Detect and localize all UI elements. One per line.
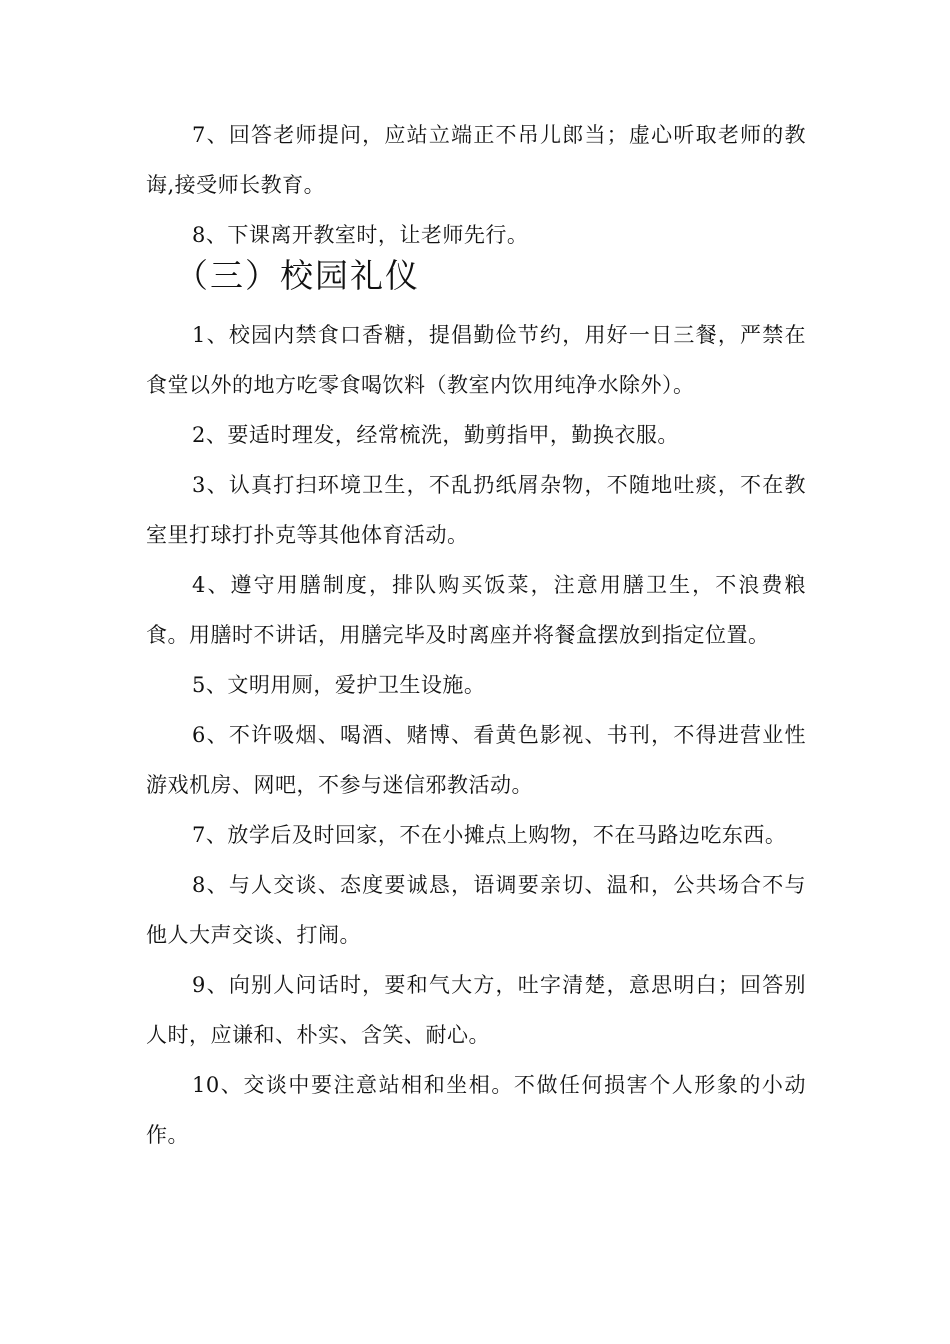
etiquette-item-6: 6、不许吸烟、喝酒、赌博、看黄色影视、书刊，不得进营业性游戏机房、网吧，不参与迷信邪教活动。 (146, 723, 806, 797)
etiquette-item-10: 10、交谈中要注意站相和坐相。不做任何损害个人形象的小动作。 (146, 1073, 806, 1147)
section-heading: （三）校园礼仪 (175, 256, 420, 295)
etiquette-item-4: 4、遵守用膳制度，排队购买饭菜，注意用膳卫生，不浪费粮食。用膳时不讲话，用膳完毕及时离座并将餐盒摆放到指定位置。 (146, 573, 806, 647)
previous-section-items (146, 110, 806, 260)
etiquette-item-3: 3、认真打扫环境卫生，不乱扔纸屑杂物，不随地吐痰，不在教室里打球打扑克等其他体育活动。 (146, 473, 806, 547)
etiquette-item-2: 2、要适时理发，经常梳洗，勤剪指甲，勤换衣服。 (192, 423, 679, 447)
etiquette-item-9: 9、向别人问话时，要和气大方，吐字清楚，意思明白；回答别人时，应谦和、朴实、含笑、耐心。 (146, 973, 806, 1047)
etiquette-item-5: 5、文明用厕，爱护卫生设施。 (192, 673, 486, 697)
campus-etiquette-items (146, 310, 806, 1160)
rule-item-7: 7、回答老师提问，应站立端正不吊儿郎当；虚心听取老师的教诲,接受师长教育。 (146, 123, 806, 197)
etiquette-item-7: 7、放学后及时回家，不在小摊点上购物，不在马路边吃东西。 (192, 823, 787, 847)
etiquette-item-8: 8、与人交谈、态度要诚恳，语调要亲切、温和，公共场合不与他人大声交谈、打闹。 (146, 873, 806, 947)
rule-item-8: 8、下课离开教室时，让老师先行。 (192, 223, 529, 247)
etiquette-item-1: 1、校园内禁食口香糖，提倡勤俭节约，用好一日三餐，严禁在食堂以外的地方吃零食喝饮料（教室内饮用纯净水除外）。 (146, 323, 806, 397)
